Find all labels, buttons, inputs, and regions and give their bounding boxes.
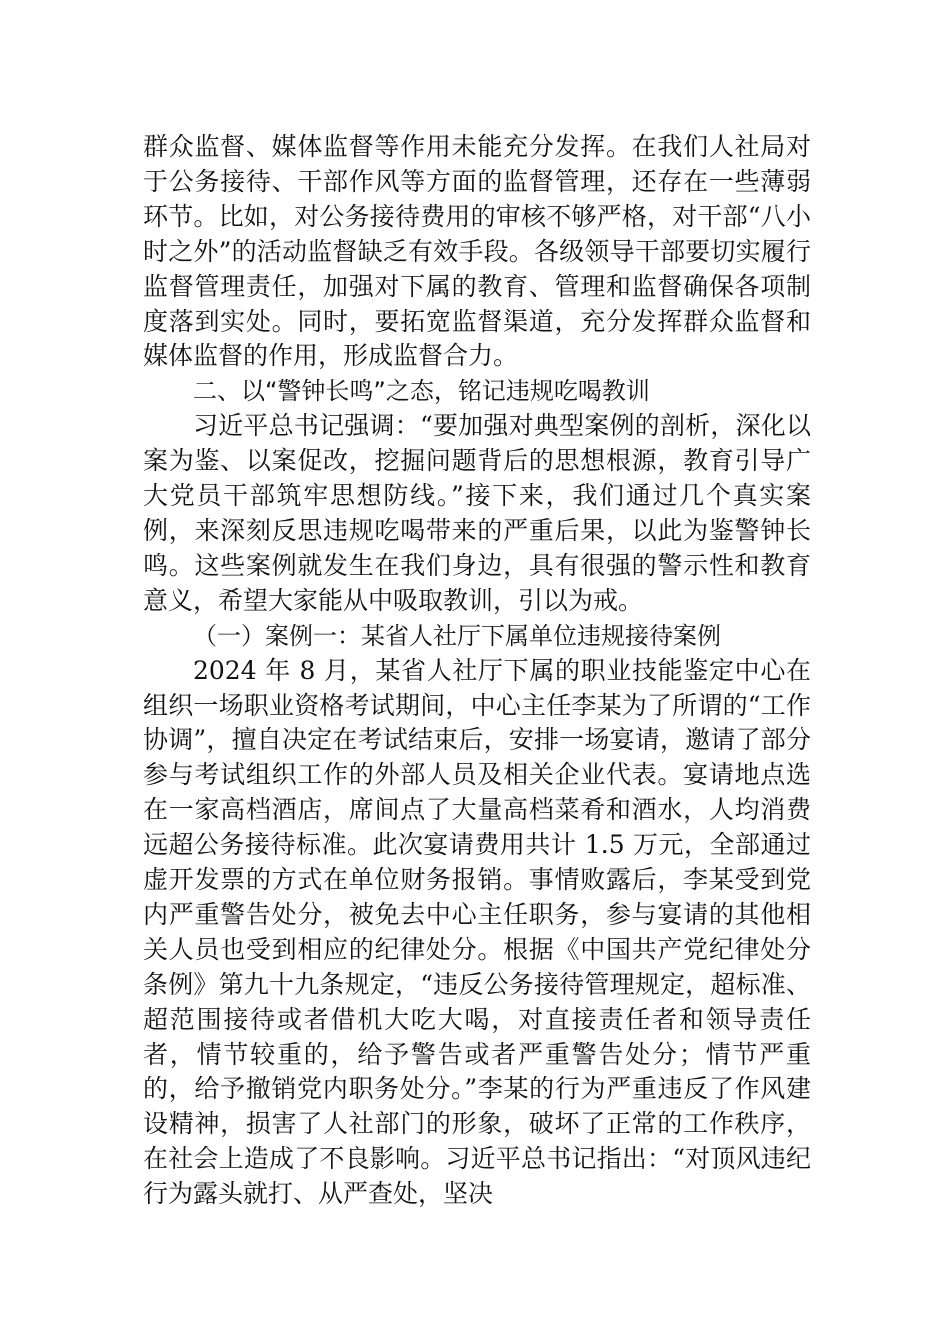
section-heading-two: 二、以“警钟长鸣”之态，铭记违规吃喝教训 [193,377,650,406]
document-body [143,130,811,1212]
subsection-heading-case-one: （一）案例一：某省人社厅下属单位违规接待案例 [193,621,721,650]
paragraph-case-one: 2024 年 8 月，某省人社厅下属的职业技能鉴定中心在组织一场职业资格考试期间，中心主任李某为了所谓的“工作协调”，擅自决定在考试结束后，安排一场宴请，邀请了部分参与考试组织工作的外部人员及相关企业代表。宴请地点选在一家高档酒店，席间点了大量高档菜肴和酒水，人均消费远超公务接待标准。此次宴请费用共计 1.5 万元，全部通过虚开发票的方式在单位财务报销。事情败露后，李某受到党内严重警告处分，被免去中心主任职务，参与宴请的其他相关人员也受到相应的纪律处分。根据《中国共产党纪律处分条例》第九十九条规定，“违反公务接待管理规定，超标准、超范围接待或者借机大吃大喝，对直接责任者和领导责任者，情节较重的，给予警告或者严重警告处分；情节严重的，给予撤销党内职务处分。”李某的行为严重违反了作风建设精神，损害了人社部门的形象，破坏了正常的工作秩序，在社会上造成了不良影响。习近平总书记指出：“对顶风违纪行为露头就打、从严查处，坚决 [143,655,811,1209]
paragraph-supervision: 群众监督、媒体监督等作用未能充分发挥。在我们人社局对于公务接待、干部作风等方面的监督管理，还存在一些薄弱环节。比如，对公务接待费用的审核不够严格，对干部“八小时之外”的活动监督缺乏有效手段。各级领导干部要切实履行监督管理责任，加强对下属的教育、管理和监督确保各项制度落到实处。同时，要拓宽监督渠道，充分发挥群众监督和媒体监督的作用，形成监督合力。 [143,132,811,371]
paragraph-case-intro: 习近平总书记强调：“要加强对典型案例的剖析，深化以案为鉴、以案促改，挖掘问题背后的思想根源，教育引导广大党员干部筑牢思想防线。”接下来，我们通过几个真实案例，来深刻反思违规吃喝带来的严重后果，以此为鉴警钟长鸣。这些案例就发生在我们身边，具有很强的警示性和教育意义，希望大家能从中吸取教训，引以为戒。 [143,411,811,615]
